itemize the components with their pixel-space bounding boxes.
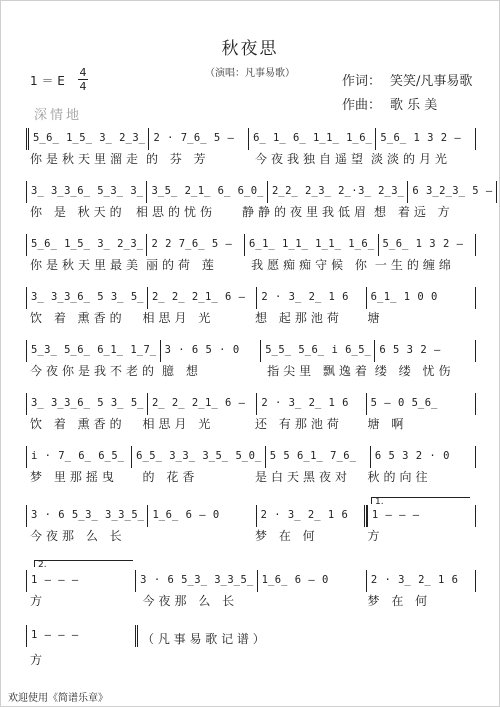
measure: 5̲6̲ 1 3 2 – <box>378 234 476 256</box>
lyrics-row <box>26 309 476 327</box>
lyric: 你是秋天里溜走 <box>30 152 143 166</box>
lyric: 一生的缠绵 <box>374 258 455 272</box>
measure: 2̲ 2̲ 2̲1̲ 6 – <box>147 393 256 415</box>
measure: 5̲6̲ 1 3 2 – <box>375 128 476 150</box>
score-system <box>26 181 493 221</box>
measure: 2 · 3̲ 2̲ 1 6 <box>256 505 367 527</box>
lyrics-row <box>26 415 476 433</box>
measure: 5̲6̲ 1̲5̲ 3̲ 2̲3̲ <box>26 128 148 150</box>
measure: 6̲1̲ 1 0 0 <box>366 287 476 309</box>
lyric: 的 花香 <box>142 470 199 484</box>
score-system <box>26 287 476 327</box>
footer-text: 欢迎使用《简谱乐章》 <box>8 693 108 704</box>
lyric: 淡淡的月光 <box>371 152 452 166</box>
notation-row <box>26 181 493 203</box>
volta-first-ending: 1. <box>371 497 470 504</box>
composer-label: 作曲： <box>342 98 382 113</box>
lyric: 今夜我独自遥望 <box>255 152 368 166</box>
lyric <box>251 592 364 610</box>
lyric: 相思月 光 <box>142 311 215 325</box>
lyric: 你是秋天里最美 <box>30 258 143 272</box>
notation-row <box>26 625 138 647</box>
score-system <box>26 128 476 168</box>
measure: 1 – – – <box>26 570 135 592</box>
lyricist-name: 笑笑/凡事易歌 <box>390 74 473 89</box>
measure: 3̲ 3̲3̲6̲ 5̲3̲ 3̲ <box>26 181 146 203</box>
lyric: 今夜那 么 长 <box>30 529 126 543</box>
measure: 3 · 6 5̲3̲ 3̲3̲5̲ <box>26 505 147 527</box>
lyric: 方 <box>30 594 47 608</box>
lyric: 塘 啊 <box>367 417 408 431</box>
notation-row <box>26 234 476 256</box>
notation-row <box>26 340 476 362</box>
meter-bottom: 4 <box>79 80 87 93</box>
score-system <box>26 497 476 545</box>
lyric: 秋的向往 <box>367 470 432 484</box>
measure: 6̲1̲ 1̲1̲ 1̲1̲ 1̲6̲ <box>244 234 378 256</box>
score-system <box>26 340 476 380</box>
lyric: 饮 着 熏香的 <box>30 417 126 431</box>
song-title: 秋夜思 <box>221 39 279 59</box>
lyrics-row <box>26 150 476 168</box>
notation-row <box>26 570 476 592</box>
notation-row <box>26 128 476 150</box>
lyric: 指尖里 飘逸着 <box>267 364 371 378</box>
lyric: 你 是 秋天的 <box>30 205 126 219</box>
measure: 6 3̲2̲3̲ 5 – <box>407 181 496 203</box>
lyrics-row <box>26 468 476 486</box>
lyric: 今夜你是我不老的 <box>30 364 159 378</box>
score-system <box>26 234 476 274</box>
measure: 3̲5̲ 2̲1̲ 6̲ 6̲0̲ <box>146 181 266 203</box>
measure: 2 2 7̲6̲ 5 – <box>146 234 243 256</box>
score-system <box>26 446 476 486</box>
notation-row <box>26 446 476 468</box>
measure: 5 – 0 5̲6̲ <box>366 393 476 415</box>
measure: 2̲ 2̲ 2̲1̲ 6 – <box>147 287 256 309</box>
measure: 2 · 3̲ 2̲ 1 6 <box>256 287 365 309</box>
lyric: 想 着远 方 <box>374 205 454 219</box>
time-signature <box>78 66 88 93</box>
lyric: 梦 在 何 <box>255 529 319 543</box>
lyrics-row <box>26 592 476 610</box>
score-system <box>26 560 476 610</box>
lyric: 想 起那池荷 <box>255 311 343 325</box>
lyrics-row <box>26 651 138 669</box>
lyric: 是白天黑夜对 <box>255 470 352 484</box>
lyric: 饮 着 熏香的 <box>30 311 126 325</box>
lyric: 相思的忧伤 <box>136 205 217 219</box>
lyrics-row <box>26 203 476 221</box>
measure: 2 · 3̲ 2̲ 1 6 <box>366 570 476 592</box>
lyric: 丽的荷 莲 <box>146 258 218 272</box>
measure: 3 · 6 5̲3̲ 3̲3̲5̲ <box>135 570 256 592</box>
measure: 1̲6̲ 6 – 0 <box>147 505 255 527</box>
meter-top: 4 <box>79 66 87 79</box>
credits <box>342 70 472 118</box>
lyric: 我愿痴痴守候 你 <box>251 258 371 272</box>
measure: i · 7̲ 6̲ 6̲5̲ <box>26 446 131 468</box>
measure: 5̲3̲ 5̲6̲ 6̲1̲ 1̲7̲ <box>26 340 160 362</box>
lyric: 缕 缕 忧伤 <box>374 364 455 378</box>
lyricist-line <box>342 70 472 94</box>
measure: 6 5 3 2 – <box>374 340 476 362</box>
lyricist-label: 作词： <box>342 74 382 89</box>
composer-line <box>342 94 472 118</box>
lyrics-row <box>26 527 476 545</box>
lyric: 梦 在 何 <box>367 594 432 608</box>
lyric: 还 有那池荷 <box>255 417 343 431</box>
measure: 6̲5̲ 3̲3̲ 3̲5̲ 5̲0̲ <box>131 446 265 468</box>
score-system <box>26 625 138 669</box>
lyric <box>139 527 252 545</box>
transcriber-note: （ 凡 事 易 歌 记 谱 ） <box>142 632 265 646</box>
measure: 5̲5̲ 5̲6̲ i 6̲5̲ <box>260 340 374 362</box>
measure: 6̲ 1̲ 6̲ 1̲1̲ 1̲6̲ <box>248 128 375 150</box>
measure: 1 – – – <box>367 505 476 527</box>
notation-row <box>26 505 476 527</box>
measure: 3 · 6 5 · 0 <box>160 340 261 362</box>
lyrics-row <box>26 362 476 380</box>
lyric: 静静的夜里我低眉 <box>242 205 371 219</box>
lyric: 臆 想 <box>162 364 202 378</box>
lyric: 梦 里那摇曳 <box>30 470 118 484</box>
score-system <box>26 393 476 433</box>
measure: 5̲6̲ 1̲5̲ 3̲ 2̲3̲ <box>26 234 146 256</box>
measure: 2̲2̲ 2̲3̲ 2̲·3̲ 2̲3̲ <box>267 181 407 203</box>
key-signature: 1 ＝ E <box>30 74 65 88</box>
measure: 1̲6̲ 6 – 0 <box>257 570 366 592</box>
measure: 1 – – – <box>26 625 138 647</box>
composer-name: 歌 乐 美 <box>390 98 438 113</box>
lyric: 方 <box>367 529 384 543</box>
measure: 6 5 3 2 · 0 <box>370 446 476 468</box>
singer-credit: （演唱：凡事易歌） <box>205 68 295 79</box>
measure: 3̲ 3̲3̲6̲ 5 3̲ 5̲ <box>26 393 147 415</box>
lyric: 相思月 光 <box>142 417 215 431</box>
lyric: 今夜那 么 长 <box>142 594 239 608</box>
measure: 2 · 7̲6̲ 5 – <box>148 128 248 150</box>
measure: 2 · 3̲ 2̲ 1 6 <box>256 393 365 415</box>
measure: 3̲ 3̲3̲6̲ 5 3̲ 5̲ <box>26 287 147 309</box>
volta-second-ending: 2. <box>34 560 133 567</box>
notation-row <box>26 393 476 415</box>
lyric: 塘 <box>367 311 384 325</box>
notation-row <box>26 287 476 309</box>
expression-mark: 深情地 <box>34 108 83 123</box>
lyrics-row <box>26 256 476 274</box>
lyric: 方 <box>30 653 47 667</box>
lyric: 的 芬 芳 <box>146 152 210 166</box>
measure: 5 5 6̲1̲ 7̲6̲ <box>265 446 370 468</box>
